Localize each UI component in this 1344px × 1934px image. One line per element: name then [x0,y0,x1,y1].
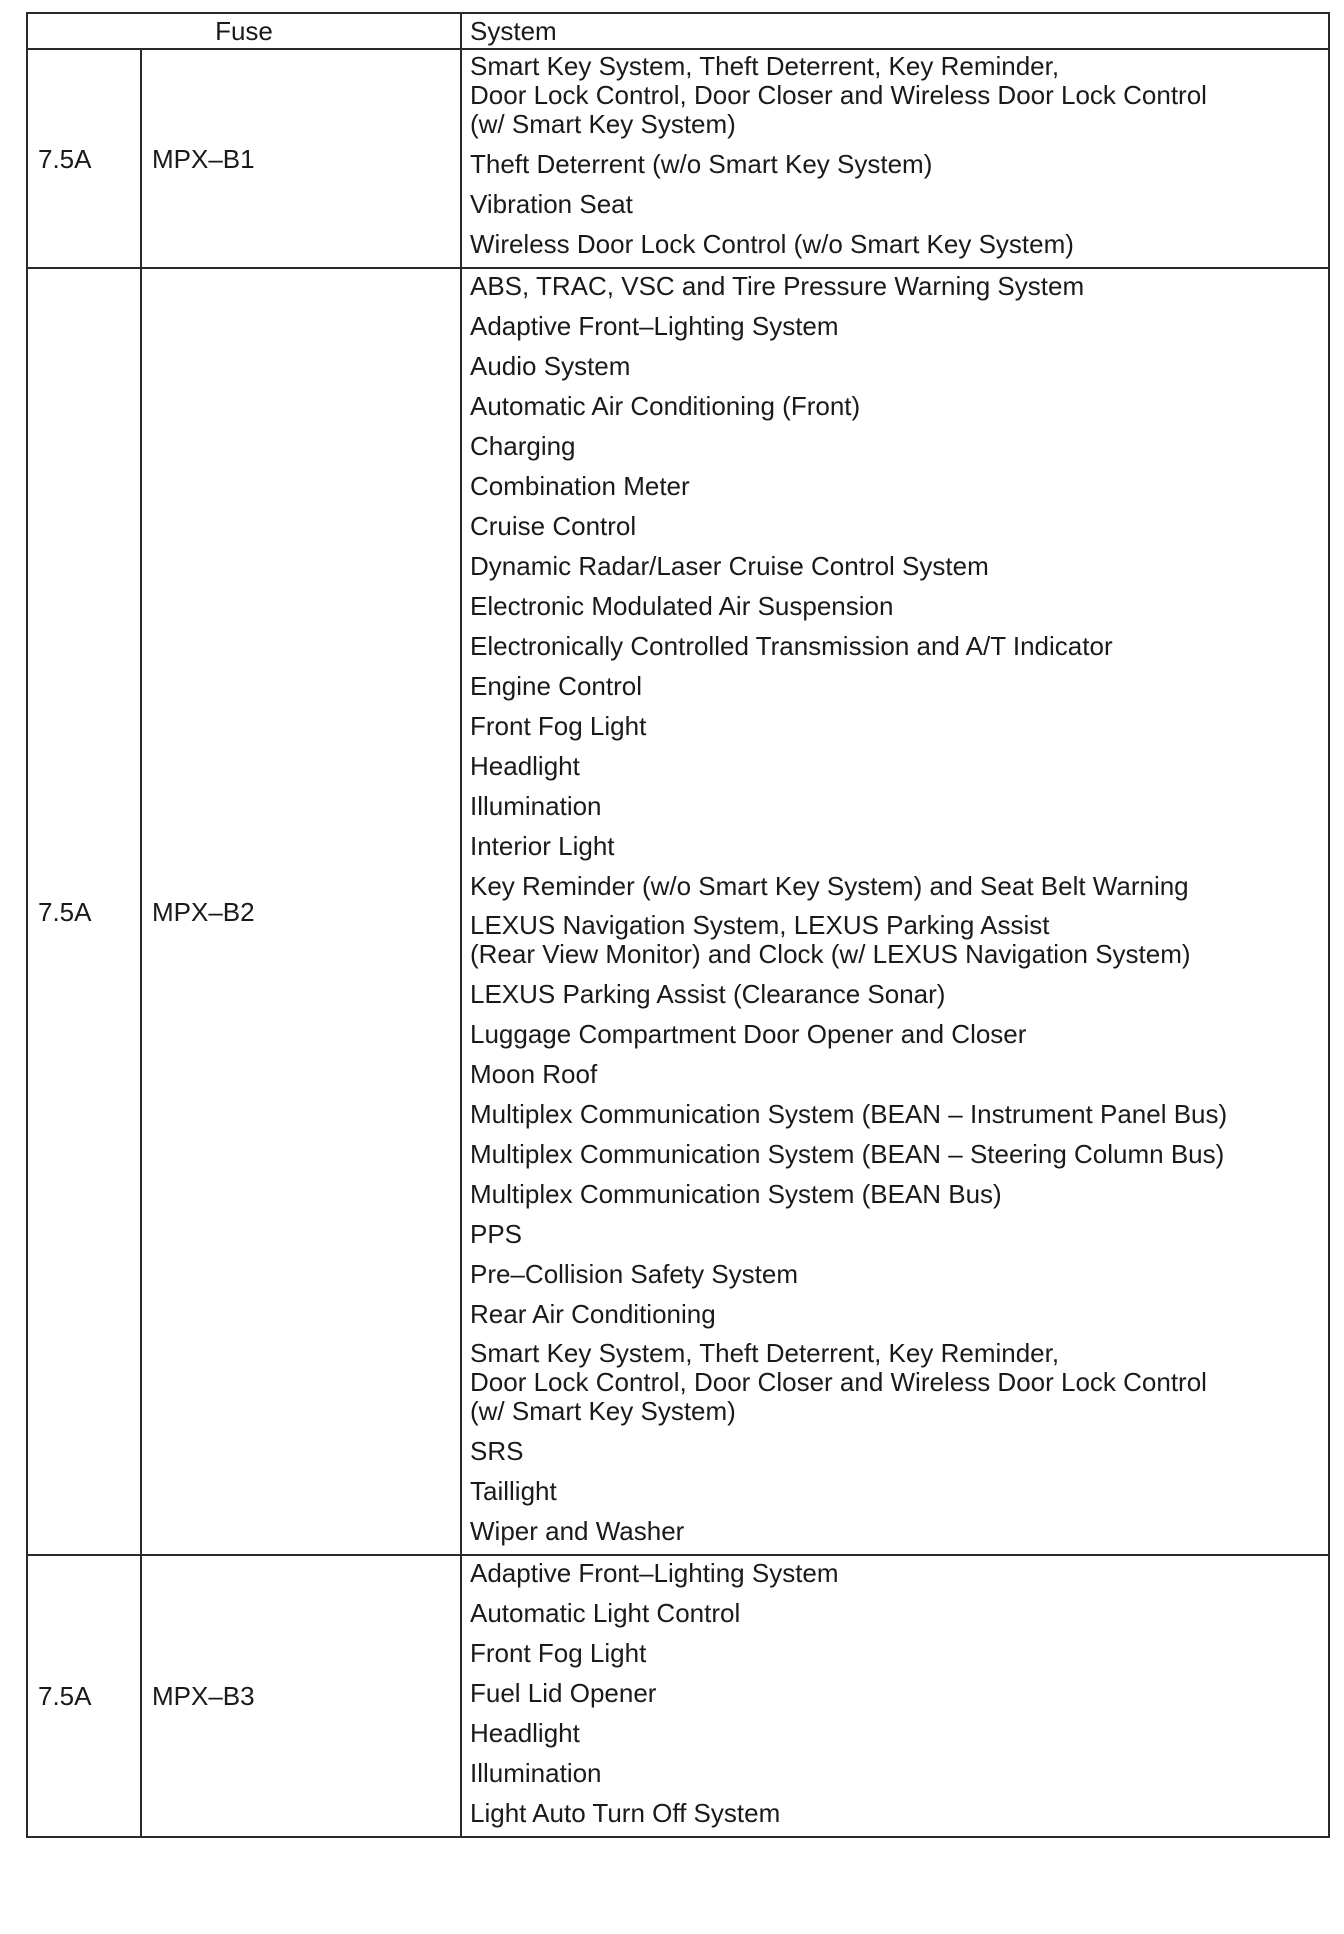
header-fuse: Fuse [27,13,461,49]
system-item: Key Reminder (w/o Smart Key System) and Seat Belt Warning [470,871,1189,901]
system-item: Multiplex Communication System (BEAN – Steering Column Bus) [470,1139,1225,1169]
system-item: Wireless Door Lock Control (w/o Smart Key System) [470,229,1074,259]
table-row [27,268,1329,1555]
fuse-amperage: 7.5A [27,49,141,268]
system-item: Smart Key System, Theft Deterrent, Key Reminder, Door Lock Control, Door Closer and Wireless Door Lock Control (w/ Smart Key System) [470,51,1207,139]
system-item: Front Fog Light [470,711,647,741]
system-list [461,1555,1329,1837]
system-item: Adaptive Front–Lighting System [470,311,839,341]
table-row [27,1555,1329,1837]
system-item: Luggage Compartment Door Opener and Closer [470,1019,1027,1049]
system-item: Moon Roof [470,1059,598,1089]
fuse-name: MPX–B1 [141,49,461,268]
system-item: Engine Control [470,671,642,701]
system-item: Combination Meter [470,471,690,501]
system-item: Multiplex Communication System (BEAN – Instrument Panel Bus) [470,1099,1228,1129]
system-item: Dynamic Radar/Laser Cruise Control System [470,551,989,581]
system-item: Multiplex Communication System (BEAN Bus) [470,1179,1002,1209]
system-item: LEXUS Navigation System, LEXUS Parking Assist (Rear View Monitor) and Clock (w/ LEXUS Navigation System) [470,910,1191,969]
fuse-amperage: 7.5A [27,1555,141,1837]
system-item: Illumination [470,791,602,821]
fuse-amperage: 7.5A [27,268,141,1555]
system-list [461,268,1329,1555]
system-item: Light Auto Turn Off System [470,1798,781,1828]
system-item: SRS [470,1436,524,1466]
system-item: Adaptive Front–Lighting System [470,1558,839,1588]
fuse-table [26,12,1330,1838]
system-item: Automatic Air Conditioning (Front) [470,391,861,421]
system-item: Cruise Control [470,511,637,541]
system-item: LEXUS Parking Assist (Clearance Sonar) [470,979,946,1009]
system-item: Electronically Controlled Transmission and A/T Indicator [470,631,1113,661]
system-item: Headlight [470,751,580,781]
header-row [27,13,1329,49]
table-row [27,49,1329,268]
system-item: Wiper and Washer [470,1516,685,1546]
system-item: Automatic Light Control [470,1598,741,1628]
header-system: System [461,13,1329,49]
system-item: Electronic Modulated Air Suspension [470,591,894,621]
system-item: Audio System [470,351,631,381]
system-item: Interior Light [470,831,615,861]
system-item: Theft Deterrent (w/o Smart Key System) [470,149,933,179]
system-item: Vibration Seat [470,189,633,219]
system-item: Headlight [470,1718,580,1748]
system-item: Charging [470,431,576,461]
system-item: Illumination [470,1758,602,1788]
fuse-table-body [27,49,1329,1837]
system-item: Rear Air Conditioning [470,1299,716,1329]
system-item: Fuel Lid Opener [470,1678,657,1708]
system-item: Smart Key System, Theft Deterrent, Key Reminder, Door Lock Control, Door Closer and Wireless Door Lock Control (w/ Smart Key System) [470,1338,1207,1426]
system-item: ABS, TRAC, VSC and Tire Pressure Warning System [470,271,1085,301]
system-item: Pre–Collision Safety System [470,1259,799,1289]
system-item: Front Fog Light [470,1638,647,1668]
system-item: Taillight [470,1476,557,1506]
fuse-name: MPX–B3 [141,1555,461,1837]
fuse-name: MPX–B2 [141,268,461,1555]
system-list [461,49,1329,268]
system-item: PPS [470,1219,523,1249]
